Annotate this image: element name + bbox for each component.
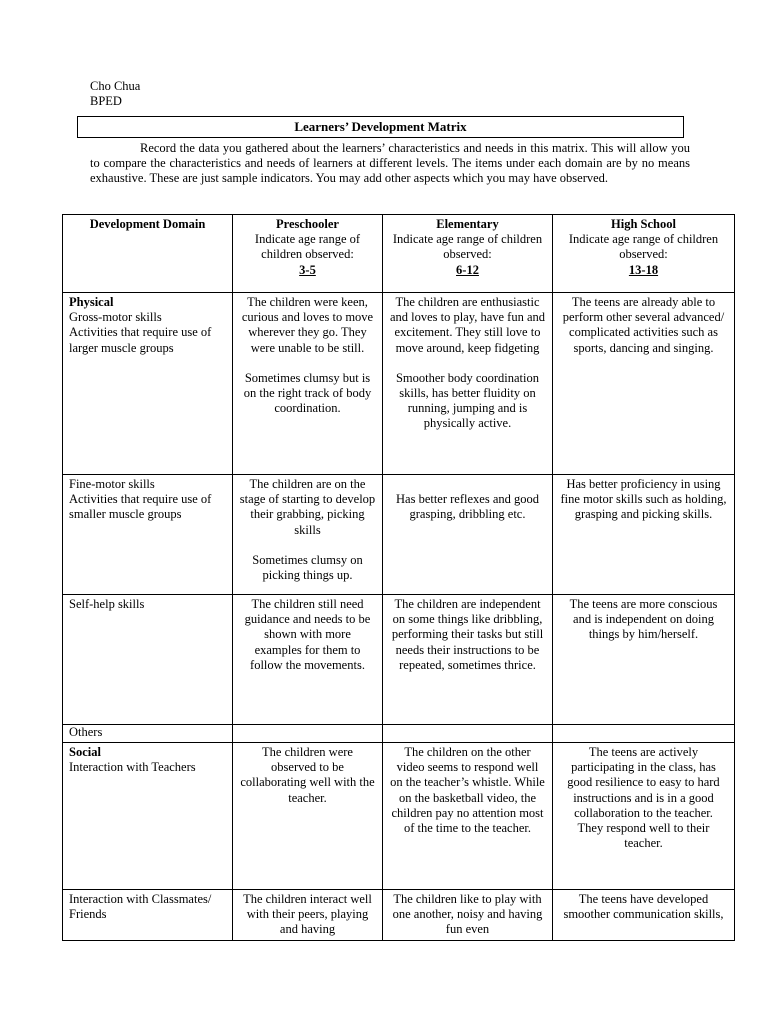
preschooler-cell <box>233 743 383 890</box>
elementary-cell <box>383 725 553 743</box>
header-prompt: Indicate age range of children observed: <box>392 232 543 262</box>
header-preschooler <box>233 215 383 293</box>
header-level: Preschooler <box>276 217 339 231</box>
elementary-cell <box>383 475 553 595</box>
elementary-cell <box>383 743 553 890</box>
header-prompt: Indicate age range of children observed: <box>254 232 361 262</box>
observation-text: Smoother body coordination skills, has better fluidity on running, jumping and is physically active. <box>395 370 540 431</box>
author-name: Cho Chua <box>90 79 141 93</box>
header-prompt: Indicate age range of children observed: <box>568 232 719 262</box>
observation-text: The teens have developed smoother communication skills, <box>563 892 724 922</box>
observation-text: Sometimes clumsy on picking things up. <box>252 552 363 583</box>
high-school-cell <box>553 595 735 725</box>
preschooler-cell <box>233 595 383 725</box>
row-self-help <box>63 595 735 725</box>
domain-cell <box>63 890 233 941</box>
section-label: Social <box>69 745 101 759</box>
observation-text: The teens are more conscious and is independent on doing things by him/herself. <box>569 597 718 642</box>
domain-label: Self-help skills <box>69 597 145 611</box>
observation-text: Sometimes clumsy but is on the right track of body coordination. <box>243 370 372 416</box>
elementary-cell <box>383 293 553 475</box>
observation-text: The children were observed to be collaborating well with the teacher. <box>240 745 375 805</box>
development-matrix <box>62 214 735 941</box>
observation-text: The children were keen, curious and loves to move wherever they go. They were unable to be still. <box>241 295 374 355</box>
header-domain: Development Domain <box>63 215 233 293</box>
header-row <box>63 215 735 293</box>
intro-paragraph: Record the data you gathered about the learners’ characteristics and needs in this matrix. This will allow you to compare the characteristics and needs of learners at different levels. The items under each domain are by no means exhaustive. These are just sample indicators. You may add other aspects which you may have observed. <box>90 141 690 186</box>
observation-text: The children are enthusiastic and loves to play, have fun and excitement. They still love to move around, keep fidgeting <box>389 295 546 355</box>
header-range: 6-12 <box>456 262 479 277</box>
observation-text: The children on the other video seems to respond well on the teacher’s whistle. While on the basketball video, the children pay no attention most of the time to the teacher. <box>390 745 545 836</box>
domain-desc: Activities that require use of larger muscle groups <box>69 325 212 355</box>
high-school-cell <box>553 475 735 595</box>
header-range: 13-18 <box>628 262 659 277</box>
domain-cell <box>63 743 233 890</box>
observation-text: The children are independent on some things like dribbling, performing their tasks but still needs their instructions to be repeated, sometimes thrice. <box>391 597 544 672</box>
observation-text: The children still need guidance and needs to be shown with more examples for them to follow the movements. <box>244 597 371 672</box>
header-high-school <box>553 215 735 293</box>
domain-cell <box>63 293 233 475</box>
preschooler-cell <box>233 475 383 595</box>
author-course: BPED <box>90 94 122 108</box>
domain-desc: Activities that require use of smaller muscle groups <box>69 492 212 522</box>
domain-label: Others <box>69 725 103 739</box>
observation-text: The children are on the stage of starting to develop their grabbing, picking skills <box>239 477 376 537</box>
domain-cell <box>63 595 233 725</box>
observation-text: The children like to play with one another, noisy and having fun even <box>392 892 543 937</box>
header-range: 3-5 <box>299 262 316 277</box>
preschooler-cell <box>233 890 383 941</box>
high-school-cell <box>553 890 735 941</box>
high-school-cell <box>553 725 735 743</box>
section-label: Physical <box>69 295 114 309</box>
row-fine-motor <box>63 475 735 595</box>
domain-label: Fine-motor skills <box>69 477 155 491</box>
header-elementary <box>383 215 553 293</box>
row-interaction-classmates <box>63 890 735 941</box>
author-block <box>90 79 140 109</box>
observation-text: They respond well to their teacher. <box>577 821 710 851</box>
high-school-cell <box>553 743 735 890</box>
header-level: High School <box>611 217 676 231</box>
row-gross-motor <box>63 293 735 475</box>
domain-label: Interaction with Classmates/ Friends <box>69 892 212 922</box>
domain-cell <box>63 725 233 743</box>
observation-text: The teens are already able to perform other several advanced/ complicated activities such as sports, dancing and singing. <box>562 295 725 355</box>
observation-text: Has better reflexes and good grasping, dribbling etc. <box>396 492 539 522</box>
elementary-cell <box>383 890 553 941</box>
preschooler-cell <box>233 293 383 475</box>
elementary-cell <box>383 595 553 725</box>
preschooler-cell <box>233 725 383 743</box>
domain-label: Interaction with Teachers <box>69 760 196 775</box>
observation-text: The children interact well with their peers, playing and having <box>243 892 372 937</box>
observation-text: The teens are actively participating in the class, has good resilience to easy to hard instructions and is in a good collaboration to the teacher. <box>567 745 720 820</box>
header-level: Elementary <box>436 217 499 231</box>
high-school-cell <box>553 293 735 475</box>
document-title: Learners’ Development Matrix <box>77 116 684 138</box>
domain-cell <box>63 475 233 595</box>
observation-text: Has better proficiency in using fine motor skills such as holding, grasping and picking skills. <box>560 477 727 522</box>
row-others <box>63 725 735 743</box>
row-interaction-teachers <box>63 743 735 890</box>
domain-label: Gross-motor skills <box>69 310 162 325</box>
